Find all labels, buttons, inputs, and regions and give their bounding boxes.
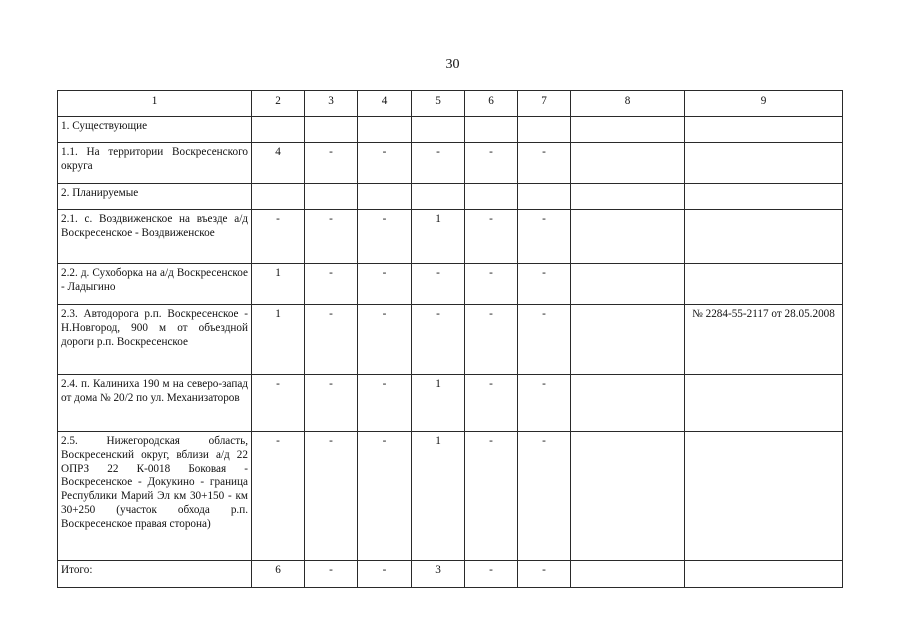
cell-col8 xyxy=(571,432,684,435)
cell-value: - xyxy=(542,213,546,225)
cell-col8 xyxy=(571,375,684,378)
header-cell xyxy=(412,91,465,117)
cell-value: - xyxy=(542,435,546,447)
table-row xyxy=(58,143,843,184)
cell-col9 xyxy=(685,143,842,146)
cell-value: - xyxy=(382,564,387,576)
cell-col8 xyxy=(571,143,684,146)
cell-value: - xyxy=(382,435,387,447)
cell-value: - xyxy=(329,564,333,576)
cell-value xyxy=(465,117,517,120)
cell-col8 xyxy=(571,264,684,267)
row-name: 2. Планируемые xyxy=(61,187,139,199)
row-name: 1. Существующие xyxy=(61,120,148,132)
cell-value xyxy=(305,184,357,187)
cell-col8 xyxy=(571,305,684,308)
header-label: 2 xyxy=(275,95,281,107)
cell-value: - xyxy=(542,146,546,158)
header-label: 1 xyxy=(151,95,158,107)
cell-value: - xyxy=(329,213,333,225)
row-name: 1.1. На территории Воскресенского округа xyxy=(61,146,248,172)
cell-value: - xyxy=(329,378,333,390)
cell-value: - xyxy=(542,378,546,390)
cell-value xyxy=(252,117,304,120)
row-name: 2.1. с. Воздвиженское на въезде а/д Воскресенское - Воздвиженское xyxy=(61,213,248,239)
row-name: Итого: xyxy=(61,564,93,576)
header-cell xyxy=(571,91,685,117)
cell-value xyxy=(358,117,411,120)
cell-col9 xyxy=(685,561,842,564)
header-label: 8 xyxy=(624,95,631,107)
cell-col9 xyxy=(685,432,842,435)
header-cell xyxy=(305,91,358,117)
table-row xyxy=(58,264,843,305)
cell-col8 xyxy=(571,561,684,564)
cell-value: - xyxy=(542,308,546,320)
cell-value: - xyxy=(489,435,493,447)
cell-value: 4 xyxy=(275,146,281,158)
cell-col9: № 2284-55-2117 от 28.05.2008 xyxy=(692,308,835,320)
header-cell xyxy=(465,91,518,117)
table-row xyxy=(58,117,843,143)
cell-value: 1 xyxy=(435,378,441,390)
cell-col9 xyxy=(685,264,842,267)
header-cell xyxy=(358,91,412,117)
cell-value: - xyxy=(276,213,280,225)
cell-value: 1 xyxy=(275,267,281,279)
row-name: 2.4. п. Калиниха 190 м на северо-запад от дома № 20/2 по ул. Механизаторов xyxy=(61,378,248,404)
header-label: 5 xyxy=(435,95,441,107)
header-cell xyxy=(58,91,252,117)
cell-value: - xyxy=(329,308,333,320)
cell-value: - xyxy=(382,267,387,279)
cell-value: 1 xyxy=(435,213,441,225)
cell-value: - xyxy=(489,308,493,320)
row-name: 2.3. Автодорога р.п. Воскресенское - Н.Новгород, 900 м от объездной дороги р.п. Воскресенское xyxy=(61,308,248,348)
cell-col8 xyxy=(571,184,684,187)
cell-value: - xyxy=(542,564,546,576)
header-cell xyxy=(252,91,305,117)
cell-value: - xyxy=(489,378,493,390)
cell-col9 xyxy=(685,184,842,187)
table-row xyxy=(58,375,843,432)
header-label: 7 xyxy=(541,95,547,107)
table-row-total xyxy=(58,561,843,588)
cell-value: 1 xyxy=(275,308,281,320)
row-name: 2.2. д. Сухоборка на а/д Воскресенское - Ладыгино xyxy=(61,267,248,293)
cell-value: - xyxy=(276,435,280,447)
header-label: 3 xyxy=(328,95,334,107)
cell-value: - xyxy=(329,267,333,279)
cell-value xyxy=(305,117,357,120)
cell-col8 xyxy=(571,210,684,213)
row-name: 2.5. Нижегородская область, Воскресенский округ, вблизи а/д 22 ОПРЗ 22 К-0018 Боковая - Воскресенское - Докукино - граница Республики Марий Эл км 30+150 - км 30+250 (участок обхода р.п. Воскресенское правая сторона) xyxy=(61,435,248,530)
table-row xyxy=(58,210,843,264)
cell-value xyxy=(252,184,304,187)
header-label: 4 xyxy=(381,95,388,107)
cell-value: - xyxy=(329,146,333,158)
header-cell xyxy=(518,91,571,117)
cell-value: - xyxy=(382,308,387,320)
data-table xyxy=(57,90,843,588)
cell-value: - xyxy=(489,213,493,225)
cell-value: - xyxy=(382,213,387,225)
cell-value: - xyxy=(489,267,493,279)
cell-value: 3 xyxy=(435,564,441,576)
cell-value xyxy=(518,184,570,187)
cell-value: - xyxy=(382,378,387,390)
cell-value xyxy=(412,117,464,120)
header-label: 9 xyxy=(760,95,767,107)
table-row xyxy=(58,432,843,561)
cell-value xyxy=(412,184,464,187)
cell-value: - xyxy=(436,146,440,158)
cell-value: 6 xyxy=(275,564,281,576)
cell-value: - xyxy=(489,564,493,576)
cell-value: - xyxy=(436,308,440,320)
cell-value: - xyxy=(276,378,280,390)
cell-value xyxy=(465,184,517,187)
cell-col8 xyxy=(571,117,684,120)
cell-value xyxy=(358,184,411,187)
cell-value: - xyxy=(436,267,440,279)
cell-value: - xyxy=(489,146,493,158)
cell-col9 xyxy=(685,210,842,213)
cell-value: - xyxy=(542,267,546,279)
cell-value: - xyxy=(382,146,387,158)
header-label: 6 xyxy=(488,95,494,107)
cell-col9 xyxy=(685,375,842,378)
cell-value: 1 xyxy=(435,435,441,447)
table-row xyxy=(58,184,843,210)
table-header-row xyxy=(58,91,843,117)
cell-col9 xyxy=(685,117,842,120)
page-number: 30 xyxy=(445,57,460,72)
table-row xyxy=(58,305,843,375)
cell-value: - xyxy=(329,435,333,447)
cell-value xyxy=(518,117,570,120)
header-cell xyxy=(685,91,843,117)
